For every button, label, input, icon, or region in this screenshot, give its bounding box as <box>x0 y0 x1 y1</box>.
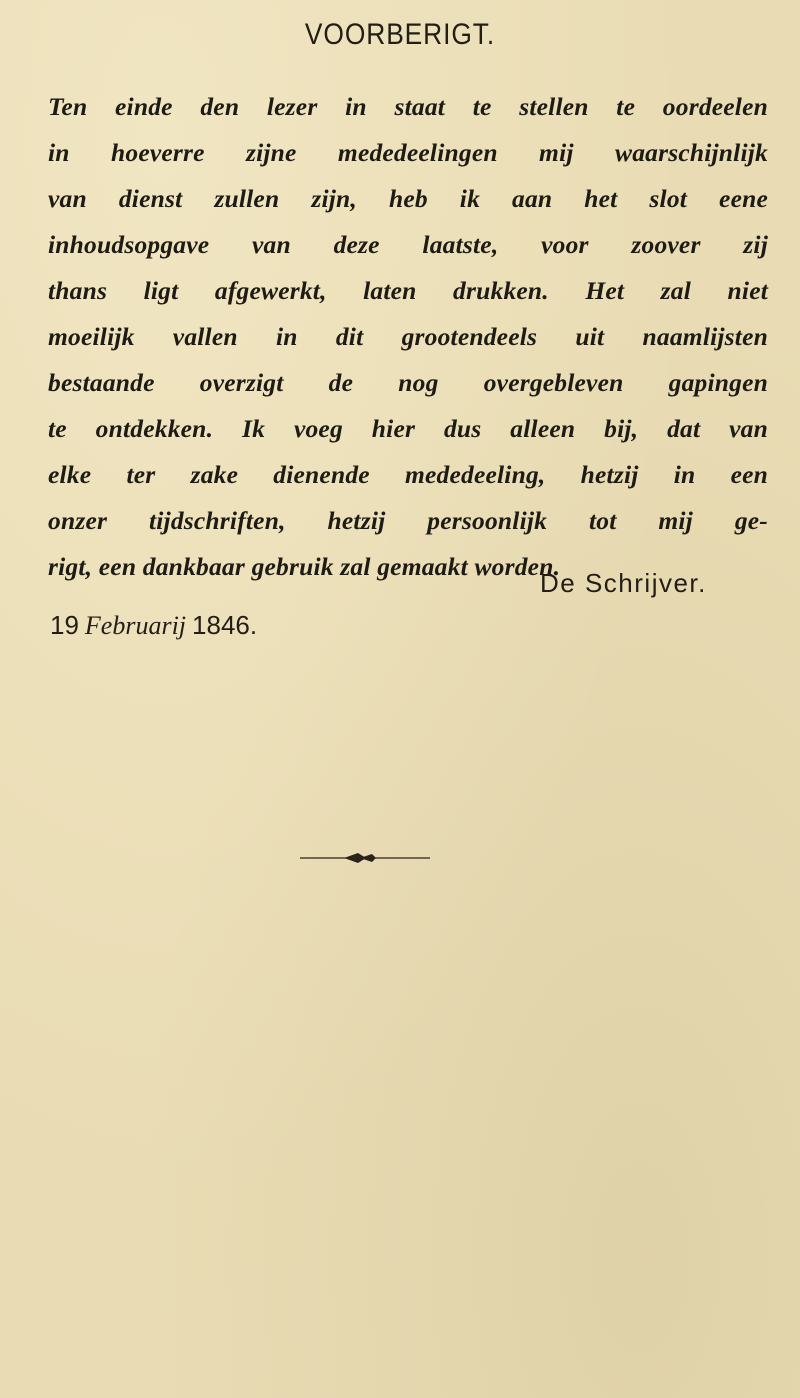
preface-paragraph <box>48 84 768 590</box>
paragraph-line: onzer tijdschriften, hetzij persoonlijk tot mij ge- <box>48 506 768 535</box>
ornamental-divider-icon <box>300 848 430 868</box>
paragraph-line: Ten einde den lezer in staat te stellen te oordeelen <box>48 92 768 121</box>
paragraph-line: in hoeverre zijne mededeelingen mij waarschijnlijk <box>48 138 768 167</box>
paragraph-line: inhoudsopgave van deze laatste, voor zoover zij <box>48 230 768 259</box>
paragraph-line: van dienst zullen zijn, heb ik aan het slot eene <box>48 184 768 213</box>
paragraph-line: thans ligt afgewerkt, laten drukken. Het zal niet <box>48 276 768 305</box>
paragraph-line: bestaande overzigt de nog overgebleven gapingen <box>48 368 768 397</box>
date-year: 1846. <box>192 610 258 640</box>
paragraph-line: moeilijk vallen in dit grootendeels uit naamlijsten <box>48 322 768 351</box>
author-signature: De Schrijver. <box>540 568 707 598</box>
paragraph-line: elke ter zake dienende mededeeling, hetzij in een <box>48 460 768 489</box>
preface-date <box>50 610 257 641</box>
date-month: Februarij <box>84 611 187 640</box>
paragraph-line: te ontdekken. Ik voeg hier dus alleen bij, dat van <box>48 414 768 443</box>
paragraph-line-last: rigt, een dankbaar gebruik zal gemaakt worden. <box>48 552 561 581</box>
page-title: VOORBERIGT. <box>304 18 496 51</box>
date-day: 19 <box>50 610 79 640</box>
